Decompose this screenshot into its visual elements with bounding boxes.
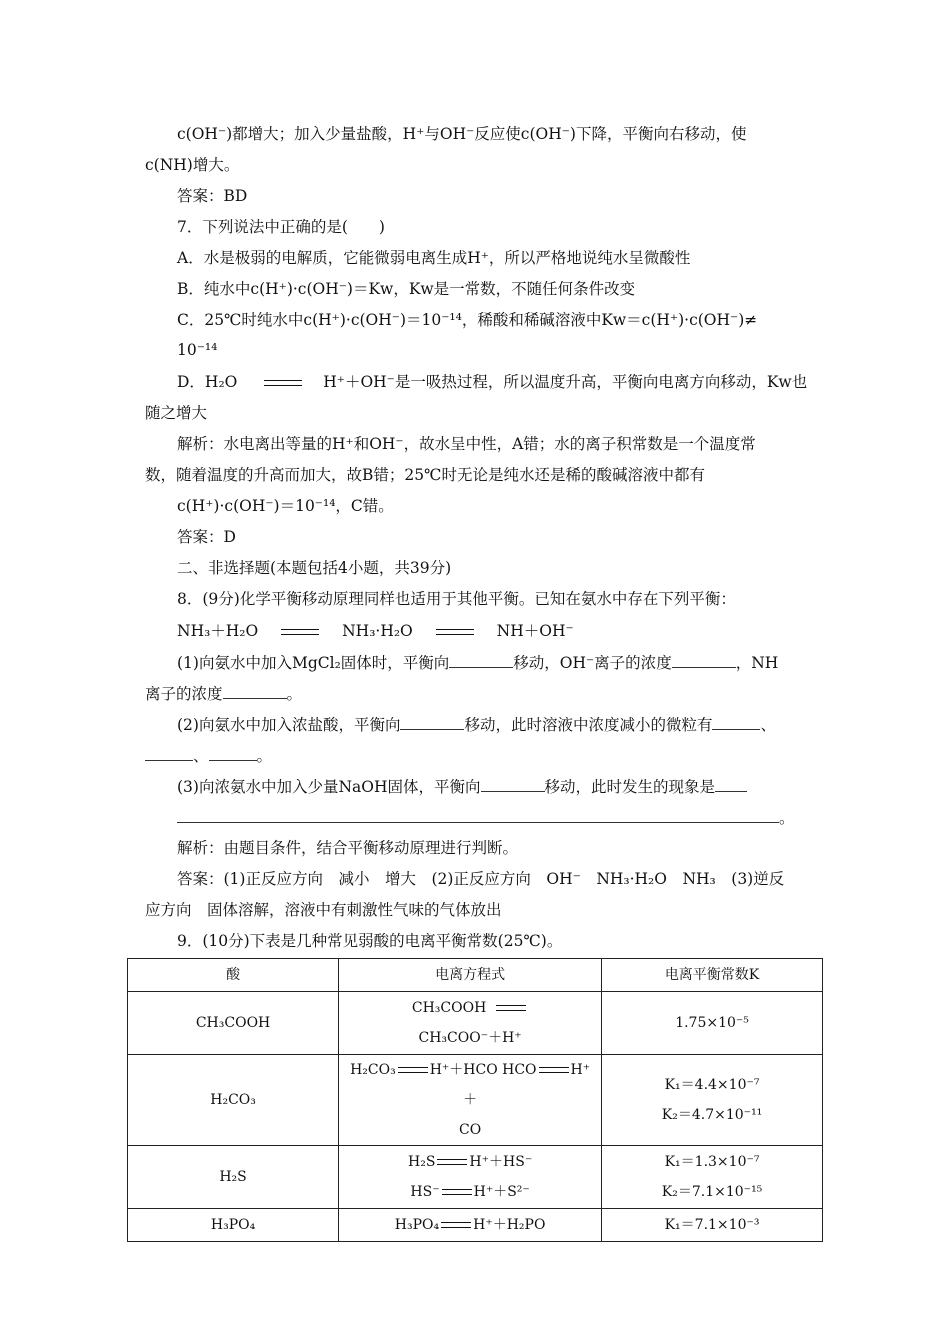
equation-line (343, 993, 597, 1023)
equation-line (343, 1147, 597, 1177)
answer-blank[interactable] (715, 776, 747, 792)
text-line: 随之增大 (145, 404, 208, 422)
ionization-equation (339, 992, 602, 1055)
table-row (128, 1055, 823, 1146)
subquestion-text: (1)向氨水中加入MgCl₂固体时，平衡向 (177, 654, 450, 672)
answer-blank[interactable] (177, 807, 779, 823)
answer-blank[interactable] (400, 714, 464, 730)
subquestion-1-cont (145, 683, 302, 704)
question-title: 8．(9分)化学平衡移动原理同样也适用于其他平衡。已知在氨水中存在下列平衡： (177, 590, 736, 608)
table-header: 酸 (128, 959, 339, 992)
equation-line (343, 1055, 597, 1115)
equilibrium-arrow-icon (437, 1157, 467, 1167)
equation-part: NH＋OH⁻ (496, 622, 574, 640)
constant-value: K₁＝4.4×10⁻⁷ (664, 1077, 760, 1093)
ionization-equation (339, 1146, 602, 1209)
option-b: B．纯水中c(H⁺)·c(OH⁻)＝Kw，Kw是一常数，不随任何条件改变 (177, 280, 636, 298)
equation-part: H⁺＋HCO (429, 1062, 498, 1078)
acid-name: H₂CO₃ (128, 1055, 339, 1146)
text-line: 数，随着温度的升高而加大，故B错；25℃时无论是纯水还是稀的酸碱溶液中都有 (145, 466, 705, 484)
table-row (128, 1146, 823, 1209)
question-title: 9．(10分)下表是几种常见弱酸的电离平衡常数(25℃)。 (177, 932, 563, 950)
answer-blank[interactable] (209, 745, 257, 761)
constant-value: K₁＝1.3×10⁻⁷ (664, 1154, 760, 1170)
acid-name: CH₃COOH (128, 992, 339, 1055)
subquestion-text: 、 (760, 716, 776, 734)
table-row (128, 992, 823, 1055)
constant-value: K₂＝7.1×10⁻¹⁵ (661, 1184, 763, 1200)
equation-part: HS⁻ (410, 1184, 440, 1200)
table-header: 电离方程式 (339, 959, 602, 992)
subquestion-3 (177, 776, 747, 797)
answer-blank[interactable] (145, 745, 193, 761)
option-a: A．水是极弱的电解质，它能微弱电离生成H⁺，所以严格地说纯水呈微酸性 (177, 249, 691, 267)
equation-part: HCO (502, 1062, 537, 1078)
subquestion-2-cont (145, 745, 272, 766)
question-title: 7．下列说法中正确的是( ) (177, 218, 385, 236)
ionization-constant: 1.75×10⁻⁵ (602, 992, 823, 1055)
equation-part: H⁺＋S²⁻ (473, 1184, 530, 1200)
equation-part: NH₃＋H₂O (177, 622, 259, 640)
answer-line: 答案：(1)正反应方向 减小 增大 (2)正反应方向 OH⁻ NH₃·H₂O NH₃ (3)逆反 (177, 870, 785, 888)
subquestion-3-cont (177, 807, 795, 828)
subquestion-2 (177, 714, 776, 735)
ionization-constant: K₁＝7.1×10⁻³ (602, 1209, 823, 1242)
equation-line: CO (459, 1122, 482, 1138)
equation-part: NH₃·H₂O (342, 622, 413, 640)
acid-name: H₂S (128, 1146, 339, 1209)
ionization-equation (339, 1055, 602, 1146)
subquestion-text: 。 (286, 685, 303, 703)
answer-blank[interactable] (449, 652, 513, 668)
equilibrium-equation (177, 621, 574, 641)
option-d (177, 372, 807, 392)
subquestion-text: (2)向氨水中加入浓盐酸，平衡向 (177, 716, 401, 734)
analysis-line: 解析：水电离出等量的H⁺和OH⁻，故水呈中性，A错；水的离子积常数是一个温度常 (177, 435, 756, 453)
equation-line: CH₃COO⁻＋H⁺ (418, 1030, 522, 1046)
table-header: 电离平衡常数K (602, 959, 823, 992)
equation-part: H₂S (408, 1154, 436, 1170)
subquestion-text: 移动，此时溶液中浓度减小的微粒有 (464, 716, 713, 734)
equation-left: D．H₂O (177, 373, 238, 391)
table-header-row (128, 959, 823, 992)
answer-blank[interactable] (672, 652, 736, 668)
section-heading: 二、非选择题(本题包括4小题，共39分) (177, 559, 452, 577)
equilibrium-arrow-icon (436, 627, 474, 637)
ionization-constant (602, 1055, 823, 1146)
answer-blank[interactable] (223, 683, 287, 699)
subquestion-text: 、 (193, 747, 209, 765)
equilibrium-arrow-icon (281, 627, 319, 637)
option-d-text: H⁺＋OH⁻是一吸热过程，所以温度升高，平衡向电离方向移动，Kw也 (323, 373, 808, 391)
equation-part: H⁺＋ (463, 1062, 591, 1108)
answer-line: 答案：BD (177, 187, 248, 205)
equilibrium-arrow-icon (398, 1065, 428, 1075)
subquestion-text: 移动，OH⁻离子的浓度 (513, 654, 672, 672)
subquestion-text: 离子的浓度 (145, 685, 223, 703)
text-line: c(NH)增大。 (145, 156, 240, 174)
ionization-constant (602, 1146, 823, 1209)
answer-blank[interactable] (712, 714, 760, 730)
table-row (128, 1209, 823, 1242)
ionization-constant-table (127, 958, 823, 1242)
equation-part: CH₃COOH (411, 1000, 487, 1016)
equation-part: H⁺＋HS⁻ (469, 1154, 533, 1170)
ionization-equation (339, 1209, 602, 1242)
subquestion-text: 移动，此时发生的现象是 (544, 778, 716, 796)
option-c-cont: 10⁻¹⁴ (177, 341, 218, 359)
subquestion-1 (177, 652, 778, 673)
answer-blank[interactable] (481, 776, 545, 792)
subquestion-text: ，NH (735, 654, 779, 672)
acid-name: H₃PO₄ (128, 1209, 339, 1242)
answer-line: 答案：D (177, 528, 236, 546)
subquestion-text: 。 (779, 809, 795, 827)
text-line: 应方向 固体溶解，溶液中有刺激性气味的气体放出 (145, 901, 502, 919)
option-c: C．25℃时纯水中c(H⁺)·c(OH⁻)＝10⁻¹⁴，稀酸和稀碱溶液中Kw＝c(H⁺)·c(OH⁻)≠ (177, 311, 758, 329)
text-line: c(OH⁻)都增大；加入少量盐酸，H⁺与OH⁻反应使c(OH⁻)下降，平衡向右移动，使 (177, 125, 747, 143)
equation-part: H₃PO₄ (394, 1217, 440, 1233)
equation-line (343, 1177, 597, 1207)
subquestion-text: (3)向浓氨水中加入少量NaOH固体，平衡向 (177, 778, 481, 796)
equilibrium-arrow-icon (539, 1065, 569, 1075)
constant-value: K₂＝4.7×10⁻¹¹ (661, 1107, 763, 1123)
equilibrium-arrow-icon (264, 378, 302, 388)
equilibrium-arrow-icon (442, 1187, 472, 1197)
equation-part: H⁺＋H₂PO (473, 1217, 546, 1233)
text-line: c(H⁺)·c(OH⁻)＝10⁻¹⁴，C错。 (177, 497, 394, 515)
equilibrium-arrow-icon (441, 1220, 471, 1230)
equation-part: H₂CO₃ (350, 1062, 396, 1078)
subquestion-text: 。 (256, 747, 273, 765)
analysis-line: 解析：由题目条件，结合平衡移动原理进行判断。 (177, 839, 519, 857)
equilibrium-arrow-icon (496, 1003, 526, 1013)
